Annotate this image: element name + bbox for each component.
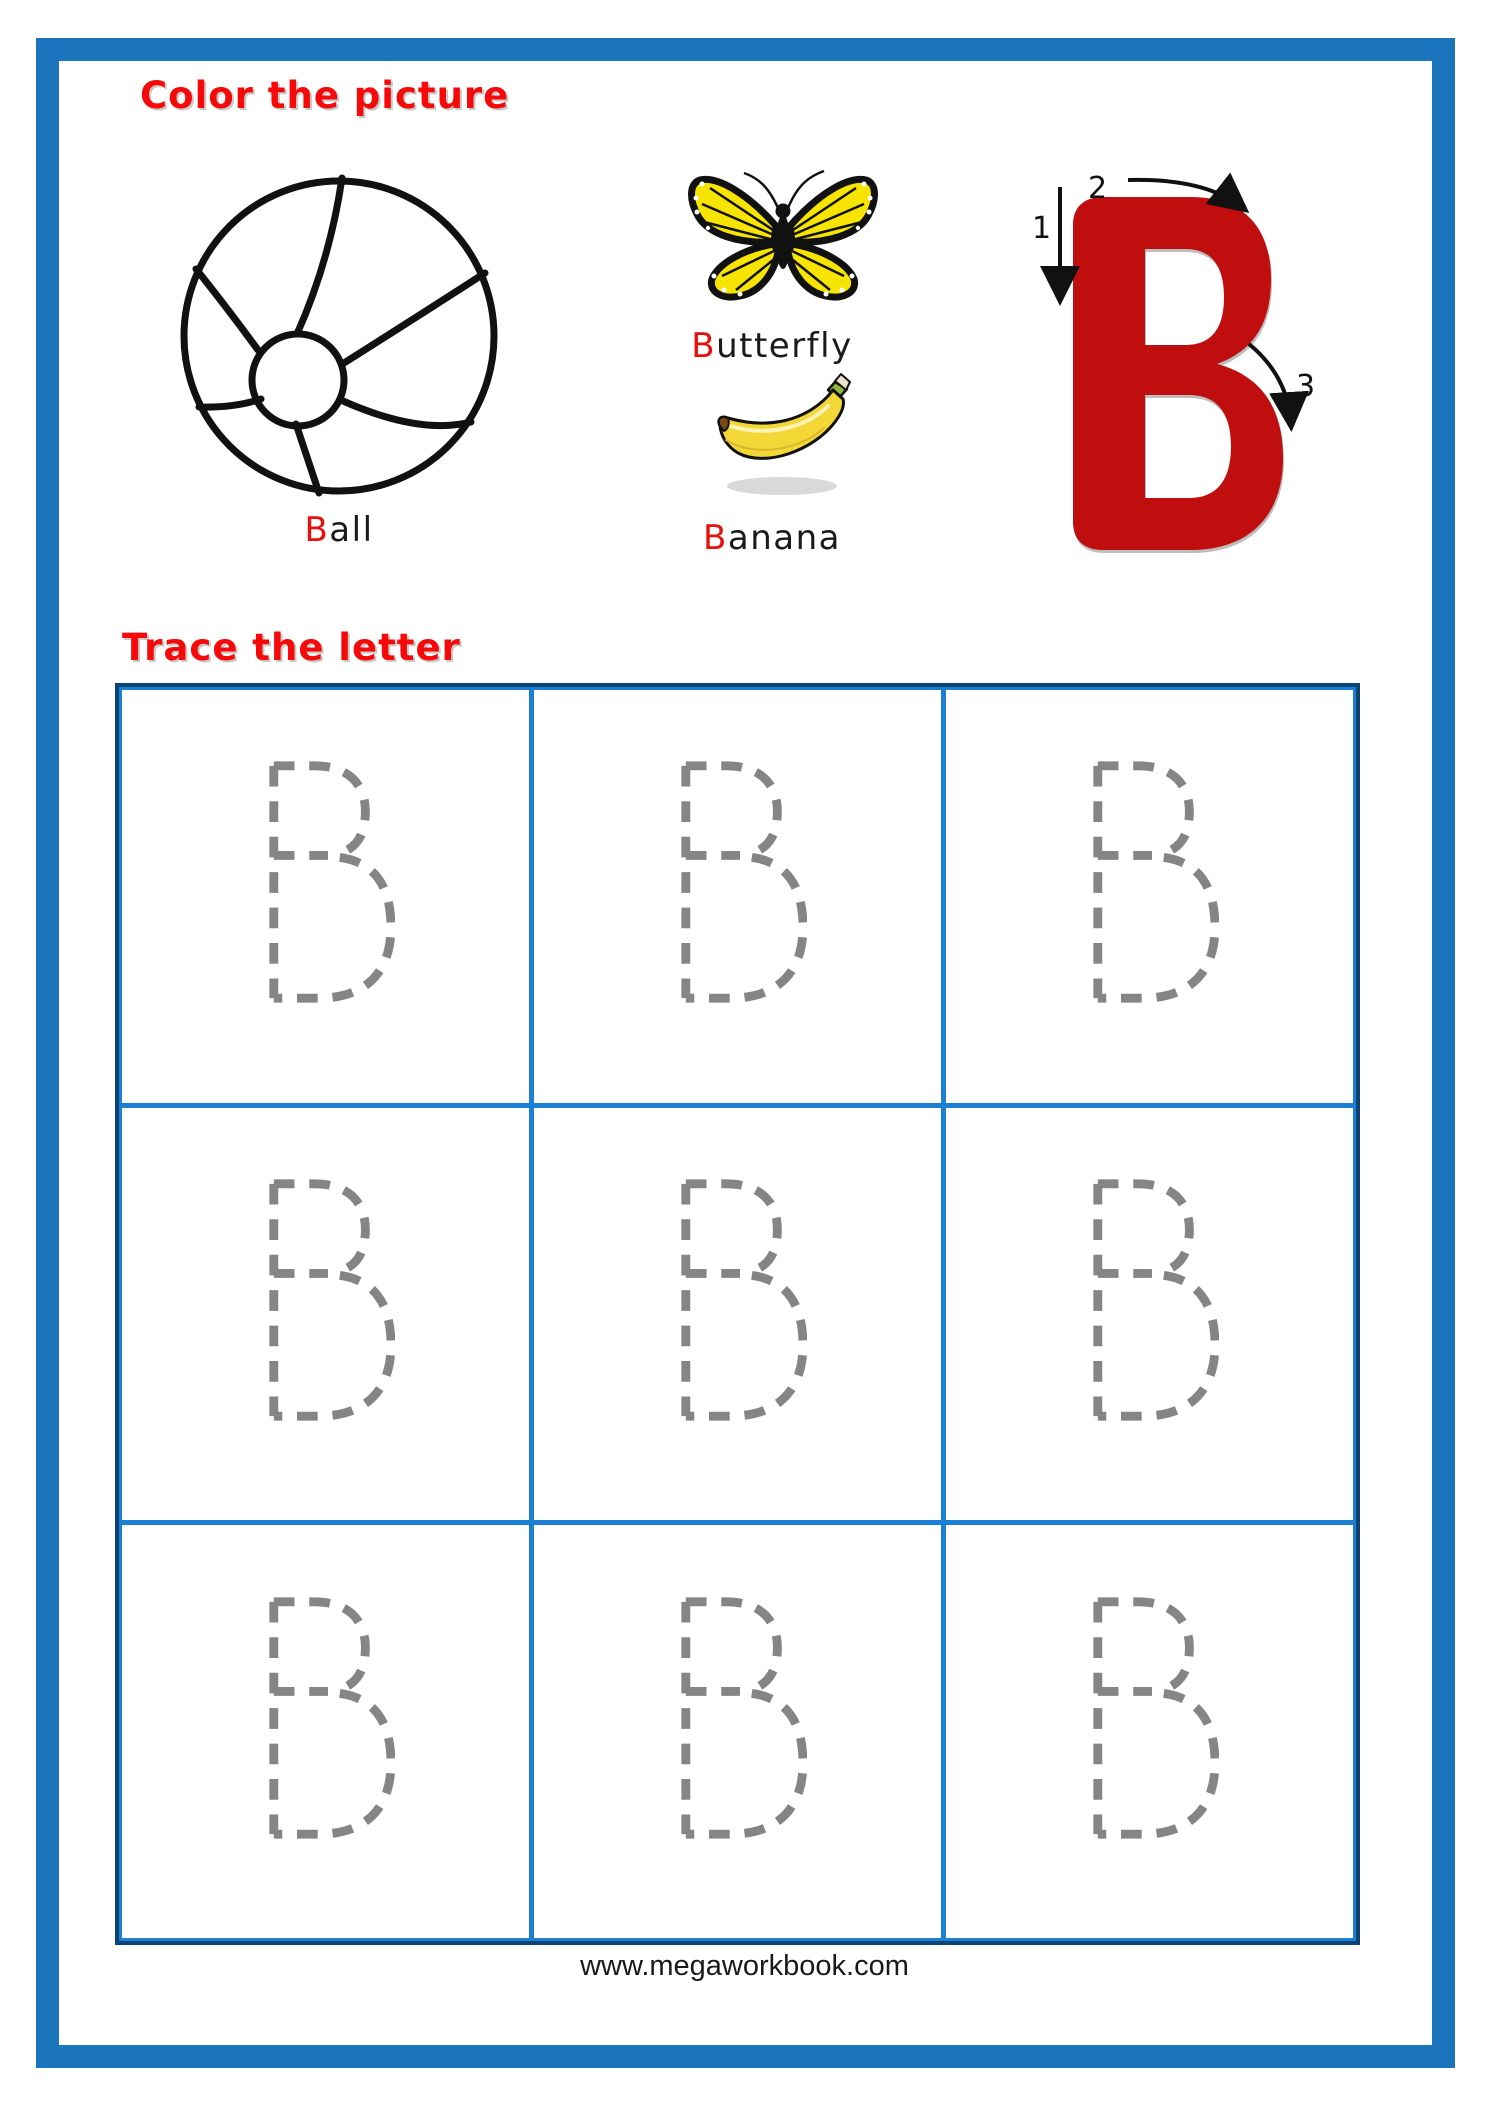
butterfly-label [672, 326, 872, 366]
trace-cell-5[interactable] [534, 1108, 941, 1521]
trace-cell-9[interactable] [946, 1525, 1353, 1938]
banana-label [672, 518, 872, 558]
letter-b-stroke-guide [1020, 158, 1340, 568]
trace-cell-4[interactable] [122, 1108, 529, 1521]
stroke-3-number: 3 [1296, 369, 1316, 404]
trace-cell-8[interactable] [534, 1525, 941, 1938]
dashed-letter-b [1081, 1172, 1219, 1428]
dashed-letter-b [1081, 754, 1219, 1010]
trace-cell-1[interactable] [122, 690, 529, 1103]
beach-ball-picture [178, 168, 500, 508]
dashed-letter-b [257, 1590, 395, 1846]
banana-label-rest: anana [727, 518, 841, 558]
ball-label [178, 510, 500, 550]
website-footer: www.megaworkbook.com [580, 1950, 909, 1982]
trace-cell-6[interactable] [946, 1108, 1353, 1521]
dashed-letter-b [669, 1590, 807, 1846]
color-the-picture-heading: Color the picture [140, 74, 510, 117]
letter-b-glyph [1073, 197, 1283, 550]
banana-label-first-letter: B [703, 518, 728, 558]
trace-cell-2[interactable] [534, 690, 941, 1103]
banana-picture [700, 368, 865, 503]
dashed-letter-b [257, 1172, 395, 1428]
stroke-2-number: 2 [1088, 171, 1108, 206]
dashed-letter-b [669, 1172, 807, 1428]
dashed-letter-b [1081, 1590, 1219, 1846]
trace-cell-3[interactable] [946, 690, 1353, 1103]
dashed-letter-b [669, 754, 807, 1010]
ball-label-first-letter: B [304, 510, 330, 550]
trace-cell-7[interactable] [122, 1525, 529, 1938]
trace-grid [115, 683, 1360, 1945]
ball-label-rest: all [329, 510, 374, 550]
trace-the-letter-heading: Trace the letter [122, 626, 461, 669]
stroke-1-number: 1 [1032, 211, 1052, 246]
butterfly-picture [688, 164, 878, 304]
butterfly-label-first-letter: B [691, 326, 717, 366]
butterfly-label-rest: utterfly [716, 326, 853, 366]
dashed-letter-b [257, 754, 395, 1010]
